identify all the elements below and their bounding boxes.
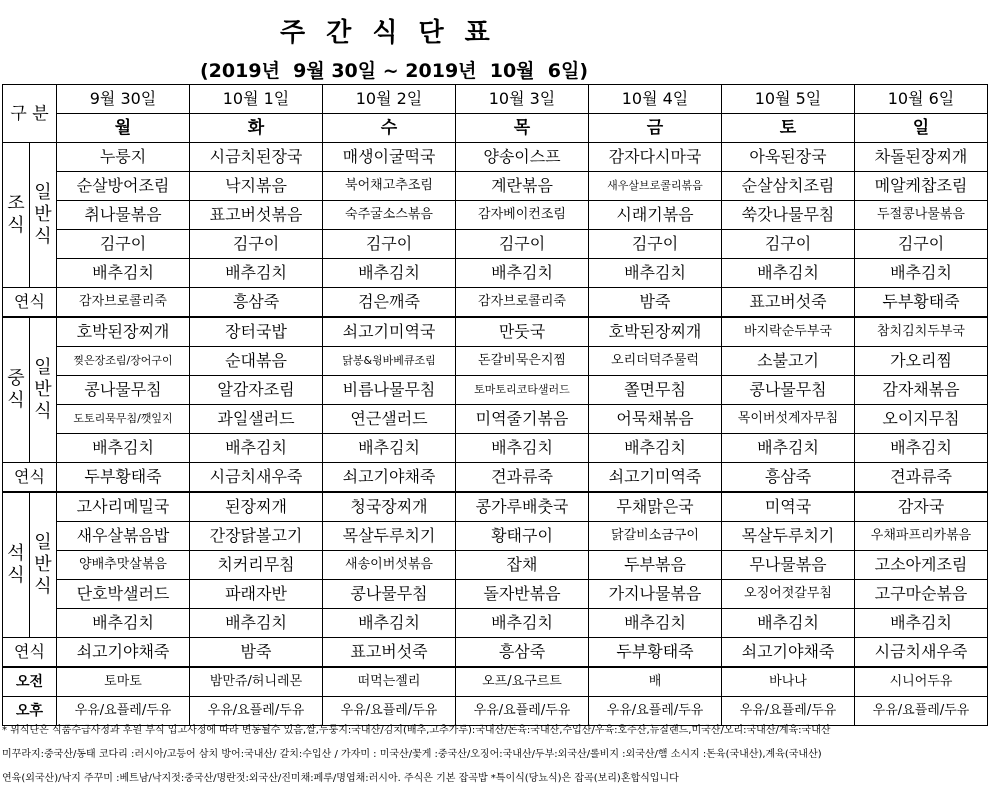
soft-diet-cell: 쇠고기야채죽 — [722, 638, 855, 668]
soft-diet-cell: 두부황태죽 — [855, 288, 988, 318]
menu-cell: 감자베이컨조림 — [456, 201, 589, 230]
header-day-row — [3, 114, 988, 143]
menu-cell: 메알케찹조림 — [855, 172, 988, 201]
menu-cell: 순대볶음 — [190, 347, 323, 376]
morning_snack-label: 오전 — [3, 667, 57, 697]
menu-cell: 북어채고추조림 — [323, 172, 456, 201]
soft-diet-cell: 표고버섯죽 — [722, 288, 855, 318]
snack-cell: 밤만쥬/허니레몬 — [190, 667, 323, 697]
day-header: 목 — [456, 114, 589, 143]
menu-cell: 배추김치 — [57, 259, 190, 288]
date-header: 10월 5일 — [722, 85, 855, 114]
menu-cell: 오이지무침 — [855, 405, 988, 434]
menu-cell: 배추김치 — [722, 259, 855, 288]
snack-cell: 우유/요플레/두유 — [190, 697, 323, 726]
menu-cell: 쇠고기미역국 — [323, 317, 456, 347]
menu-cell: 목이버섯계자무침 — [722, 405, 855, 434]
soft-diet-cell: 감자브로콜리죽 — [57, 288, 190, 318]
snack-cell: 바나나 — [722, 667, 855, 697]
menu-cell: 배추김치 — [855, 259, 988, 288]
afternoon_snack-label: 오후 — [3, 697, 57, 726]
menu-cell: 순살삼치조림 — [722, 172, 855, 201]
period-subtitle: (2019년 9월 30일 ~ 2019년 10월 6일) — [200, 60, 589, 82]
menu-row — [3, 522, 988, 551]
menu-cell: 배추김치 — [57, 609, 190, 638]
menu-cell: 간장닭볼고기 — [190, 522, 323, 551]
dinner-label: 석 식 — [3, 492, 30, 638]
menu-cell: 콩나물무침 — [722, 376, 855, 405]
menu-cell: 김구이 — [722, 230, 855, 259]
menu-cell: 가오리찜 — [855, 347, 988, 376]
menu-cell: 김구이 — [323, 230, 456, 259]
date-header: 10월 4일 — [589, 85, 722, 114]
soft-diet-cell: 밤죽 — [589, 288, 722, 318]
menu-cell: 쑥갓나물무침 — [722, 201, 855, 230]
menu-cell: 배추김치 — [589, 434, 722, 463]
menu-cell: 김구이 — [855, 230, 988, 259]
note-line: 연육(외국산)/낙지 주꾸미 :베트남/낙지젓:중국산/명란젓:외국산/진미채:페루/명엽채:러시아. 주식은 기본 잡곡밥 *특이식(당뇨식)은 잡곡(보리)혼합식입니다 — [2, 773, 679, 784]
snack-cell: 토마토 — [57, 667, 190, 697]
lunch-general-label: 일 반 식 — [30, 317, 57, 463]
menu-cell: 토마토리코타샐러드 — [456, 376, 589, 405]
menu-cell: 배추김치 — [589, 259, 722, 288]
menu-cell: 비름나물무침 — [323, 376, 456, 405]
menu-cell: 고사리메밀국 — [57, 492, 190, 522]
header-date-row — [3, 85, 988, 114]
menu-row — [3, 201, 988, 230]
menu-cell: 목살두루치기 — [323, 522, 456, 551]
soft-diet-cell: 쇠고기야채죽 — [323, 463, 456, 493]
menu-cell: 파래자반 — [190, 580, 323, 609]
snack-cell: 우유/요플레/두유 — [855, 697, 988, 726]
soft-diet-cell: 흥삼죽 — [722, 463, 855, 493]
menu-row — [3, 580, 988, 609]
soft-diet-cell: 흥삼죽 — [190, 288, 323, 318]
menu-cell: 만둣국 — [456, 317, 589, 347]
snack-cell: 오프/요구르트 — [456, 667, 589, 697]
lunch-label: 중 식 — [3, 317, 30, 463]
snack-cell: 우유/요플레/두유 — [323, 697, 456, 726]
menu-cell: 양배추맛살볶음 — [57, 551, 190, 580]
breakfast-label: 조 식 — [3, 143, 30, 288]
menu-cell: 아욱된장국 — [722, 143, 855, 172]
soft-diet-cell: 쇠고기야채죽 — [57, 638, 190, 668]
dinner-general-label: 일 반 식 — [30, 492, 57, 638]
menu-cell: 배추김치 — [855, 609, 988, 638]
date-header: 10월 1일 — [190, 85, 323, 114]
menu-cell: 감자국 — [855, 492, 988, 522]
soft-diet-row — [3, 288, 988, 318]
day-header: 금 — [589, 114, 722, 143]
date-header: 9월 30일 — [57, 85, 190, 114]
notes — [2, 719, 988, 791]
menu-cell: 순살방어조림 — [57, 172, 190, 201]
menu-cell: 연근샐러드 — [323, 405, 456, 434]
soft-diet-cell: 두부황태죽 — [589, 638, 722, 668]
menu-cell: 배추김치 — [456, 609, 589, 638]
menu-cell: 호박된장찌개 — [589, 317, 722, 347]
menu-cell: 된장찌개 — [190, 492, 323, 522]
menu-row — [3, 405, 988, 434]
menu-cell: 표고버섯볶음 — [190, 201, 323, 230]
menu-cell: 두부볶음 — [589, 551, 722, 580]
snack-cell: 배 — [589, 667, 722, 697]
menu-cell: 배추김치 — [323, 259, 456, 288]
menu-cell: 김구이 — [190, 230, 323, 259]
menu-cell: 숙주굴소스볶음 — [323, 201, 456, 230]
menu-cell: 쫄면무침 — [589, 376, 722, 405]
menu-cell: 고구마순볶음 — [855, 580, 988, 609]
menu-row — [3, 172, 988, 201]
menu-row — [3, 376, 988, 405]
soft-diet-cell: 시금치새우죽 — [190, 463, 323, 493]
soft-diet-row — [3, 638, 988, 668]
soft-diet-cell: 감자브로콜리죽 — [456, 288, 589, 318]
menu-cell: 돌자반볶음 — [456, 580, 589, 609]
menu-cell: 감자채볶음 — [855, 376, 988, 405]
breakfast-general-label: 일 반 식 — [30, 143, 57, 288]
menu-cell: 가지나물볶음 — [589, 580, 722, 609]
snack-cell: 우유/요플레/두유 — [589, 697, 722, 726]
soft-diet-label: 연식 — [3, 638, 57, 668]
day-header: 일 — [855, 114, 988, 143]
day-header: 토 — [722, 114, 855, 143]
snack-cell: 우유/요플레/두유 — [456, 697, 589, 726]
soft-diet-cell: 시금치새우죽 — [855, 638, 988, 668]
snack-cell: 떠먹는젤리 — [323, 667, 456, 697]
menu-cell: 단호박샐러드 — [57, 580, 190, 609]
menu-cell: 취나물볶음 — [57, 201, 190, 230]
day-header: 화 — [190, 114, 323, 143]
menu-cell: 새우살브로콜리볶음 — [589, 172, 722, 201]
soft-diet-cell: 견과류죽 — [855, 463, 988, 493]
menu-cell: 무나물볶음 — [722, 551, 855, 580]
menu-row — [3, 492, 988, 522]
menu-cell: 감자다시마국 — [589, 143, 722, 172]
menu-cell: 고소아게조림 — [855, 551, 988, 580]
soft-diet-label: 연식 — [3, 288, 57, 318]
menu-cell: 우채파프리카볶음 — [855, 522, 988, 551]
weekly-menu-table — [2, 84, 988, 726]
soft-diet-cell: 두부황태죽 — [57, 463, 190, 493]
menu-cell: 김구이 — [456, 230, 589, 259]
menu-cell: 배추김치 — [456, 434, 589, 463]
menu-cell: 치커리무침 — [190, 551, 323, 580]
menu-cell: 배추김치 — [722, 434, 855, 463]
menu-cell: 소불고기 — [722, 347, 855, 376]
soft-diet-label: 연식 — [3, 463, 57, 493]
soft-diet-cell: 쇠고기미역죽 — [589, 463, 722, 493]
menu-cell: 배추김치 — [190, 609, 323, 638]
menu-cell: 배추김치 — [323, 434, 456, 463]
menu-cell: 참치김치두부국 — [855, 317, 988, 347]
menu-cell: 황태구이 — [456, 522, 589, 551]
menu-cell: 누룽지 — [57, 143, 190, 172]
menu-cell: 콩나물무침 — [57, 376, 190, 405]
note-line: 미꾸라지:중국산/동태 코다리 :러시아/고등어 삼치 방어:국내산/ 갈치:수입산 / 가자미 : 미국산/꽃게 :중국산/오징어:국내산/두부:외국산/롤비지 :외국산/햄 소시지 :돈육(국내산),계육(국내산) — [2, 749, 822, 760]
menu-cell: 계란볶음 — [456, 172, 589, 201]
menu-cell: 찢은장조림/장어구이 — [57, 347, 190, 376]
menu-cell: 과일샐러드 — [190, 405, 323, 434]
menu-cell: 차돌된장찌개 — [855, 143, 988, 172]
menu-cell: 시래기볶음 — [589, 201, 722, 230]
snack-cell: 우유/요플레/두유 — [57, 697, 190, 726]
menu-cell: 배추김치 — [323, 609, 456, 638]
menu-cell: 바지락순두부국 — [722, 317, 855, 347]
menu-cell: 매생이굴떡국 — [323, 143, 456, 172]
menu-cell: 배추김치 — [456, 259, 589, 288]
menu-cell: 무채맑은국 — [589, 492, 722, 522]
day-header: 월 — [57, 114, 190, 143]
gubun-header: 구 분 — [3, 85, 57, 143]
snack-cell: 시니어두유 — [855, 667, 988, 697]
menu-cell: 두절콩나물볶음 — [855, 201, 988, 230]
day-header: 수 — [323, 114, 456, 143]
menu-cell: 호박된장찌개 — [57, 317, 190, 347]
menu-row — [3, 347, 988, 376]
menu-row — [3, 609, 988, 638]
menu-cell: 목살두루치기 — [722, 522, 855, 551]
menu-cell: 배추김치 — [190, 434, 323, 463]
menu-cell: 어묵채볶음 — [589, 405, 722, 434]
menu-cell: 장터국밥 — [190, 317, 323, 347]
menu-cell: 배추김치 — [190, 259, 323, 288]
menu-cell: 김구이 — [57, 230, 190, 259]
menu-cell: 배추김치 — [722, 609, 855, 638]
menu-row — [3, 143, 988, 172]
menu-cell: 배추김치 — [57, 434, 190, 463]
menu-row — [3, 434, 988, 463]
menu-cell: 배추김치 — [855, 434, 988, 463]
soft-diet-row — [3, 463, 988, 493]
menu-cell: 도토리묵무침/깻잎지 — [57, 405, 190, 434]
menu-cell: 닭갈비소금구이 — [589, 522, 722, 551]
menu-cell: 잡채 — [456, 551, 589, 580]
menu-cell: 양송이스프 — [456, 143, 589, 172]
menu-cell: 새우살볶음밥 — [57, 522, 190, 551]
soft-diet-cell: 견과류죽 — [456, 463, 589, 493]
menu-cell: 미역국 — [722, 492, 855, 522]
menu-row — [3, 259, 988, 288]
menu-cell: 낙지볶음 — [190, 172, 323, 201]
menu-row — [3, 317, 988, 347]
menu-cell: 돈갈비묵은지찜 — [456, 347, 589, 376]
menu-row — [3, 551, 988, 580]
note-line: * 위식단은 식품수급사정과 후원 부식 입고사정에 따라 변동될수 있음,쌀,누룽지:국내산/김치(배추,고추가루):국내산/돈육:국내산,수입산/우육:호주산,뉴질랜드,미국산/오리:국내산/계육:국내산 — [2, 725, 831, 736]
soft-diet-cell: 검은깨죽 — [323, 288, 456, 318]
menu-cell: 새송이버섯볶음 — [323, 551, 456, 580]
menu-row — [3, 230, 988, 259]
menu-cell: 미역줄기볶음 — [456, 405, 589, 434]
snack-cell: 우유/요플레/두유 — [722, 697, 855, 726]
soft-diet-cell: 밤죽 — [190, 638, 323, 668]
date-header: 10월 2일 — [323, 85, 456, 114]
menu-cell: 배추김치 — [589, 609, 722, 638]
menu-cell: 닭봉&윙바베큐조림 — [323, 347, 456, 376]
menu-cell: 청국장찌개 — [323, 492, 456, 522]
menu-cell: 콩나물무침 — [323, 580, 456, 609]
menu-cell: 시금치된장국 — [190, 143, 323, 172]
morning_snack-row — [3, 667, 988, 697]
menu-cell: 오리더덕주물럭 — [589, 347, 722, 376]
menu-cell: 김구이 — [589, 230, 722, 259]
soft-diet-cell: 흥삼죽 — [456, 638, 589, 668]
date-header: 10월 3일 — [456, 85, 589, 114]
menu-cell: 콩가루배춧국 — [456, 492, 589, 522]
page-title: 주 간 식 단 표 — [280, 18, 496, 48]
date-header: 10월 6일 — [855, 85, 988, 114]
menu-cell: 알감자조림 — [190, 376, 323, 405]
soft-diet-cell: 표고버섯죽 — [323, 638, 456, 668]
menu-cell: 오징어젓갈무침 — [722, 580, 855, 609]
